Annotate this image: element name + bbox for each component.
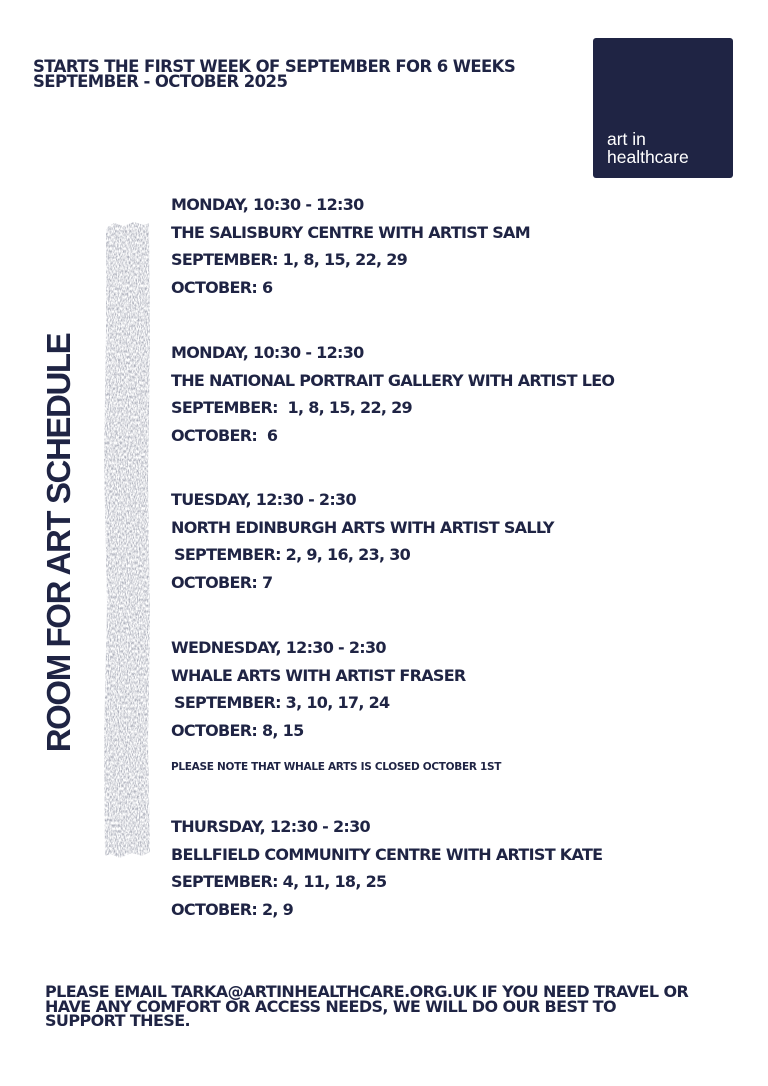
session-day-time: MONDAY, 10:30 - 12:30	[171, 195, 364, 214]
session-4	[171, 639, 731, 773]
session-october-dates: OCTOBER: 6	[171, 425, 278, 445]
session-venue: THE SALISBURY CENTRE WITH ARTIST SAM	[171, 222, 530, 242]
schedule-dates-header	[33, 59, 573, 89]
session-september-dates: SEPTEMBER: 1, 8, 15, 22, 29	[171, 250, 408, 269]
contact-footer	[45, 982, 725, 1030]
session-october-dates: OCTOBER: 8, 15	[171, 720, 304, 740]
logo-line-1: art in	[607, 129, 646, 149]
session-2	[171, 344, 731, 454]
footer-line-1: PLEASE EMAIL TARKA@ARTINHEALTHCARE.ORG.UK IF YOU NEED TRAVEL OR	[45, 982, 689, 1001]
footer-line-3: SUPPORT THESE.	[45, 1011, 191, 1030]
session-1	[171, 196, 731, 306]
session-september-dates: SEPTEMBER: 4, 11, 18, 25	[171, 872, 387, 891]
session-september-dates: SEPTEMBER: 2, 9, 16, 23, 30	[174, 545, 411, 564]
session-october-dates: OCTOBER: 6	[171, 277, 273, 297]
session-venue: BELLFIELD COMMUNITY CENTRE WITH ARTIST KATE	[171, 844, 603, 864]
paint-stroke-decoration	[104, 222, 150, 858]
session-day-time: WEDNESDAY, 12:30 - 2:30	[171, 638, 386, 657]
session-closure-note: PLEASE NOTE THAT WHALE ARTS IS CLOSED OCTOBER 1ST	[171, 761, 502, 773]
session-venue: NORTH EDINBURGH ARTS WITH ARTIST SALLY	[171, 517, 554, 537]
header-line-1: STARTS THE FIRST WEEK OF SEPTEMBER FOR 6 WEEKS	[33, 57, 516, 76]
session-3	[171, 491, 731, 601]
session-day-time: TUESDAY, 12:30 - 2:30	[171, 490, 356, 509]
session-september-dates: SEPTEMBER: 3, 10, 17, 24	[174, 693, 390, 712]
session-september-dates: SEPTEMBER: 1, 8, 15, 22, 29	[171, 398, 412, 417]
session-day-time: THURSDAY, 12:30 - 2:30	[171, 817, 370, 836]
footer-line-2: HAVE ANY COMFORT OR ACCESS NEEDS, WE WILL DO OUR BEST TO	[45, 996, 616, 1016]
header-line-2: SEPTEMBER - OCTOBER 2025	[33, 72, 288, 91]
session-day-time: MONDAY, 10:30 - 12:30	[171, 343, 364, 362]
session-5	[171, 818, 731, 928]
session-venue: WHALE ARTS WITH ARTIST FRASER	[171, 665, 466, 685]
paint-stroke-shape	[104, 222, 150, 858]
session-october-dates: OCTOBER: 2, 9	[171, 899, 294, 919]
session-october-dates: OCTOBER: 7	[171, 572, 273, 592]
art-in-healthcare-logo	[593, 38, 733, 178]
title-text: ROOM FOR ART SCHEDULE	[40, 333, 77, 753]
logo-line-2: healthcare	[607, 147, 689, 167]
session-venue: THE NATIONAL PORTRAIT GALLERY WITH ARTIST LEO	[171, 370, 615, 390]
